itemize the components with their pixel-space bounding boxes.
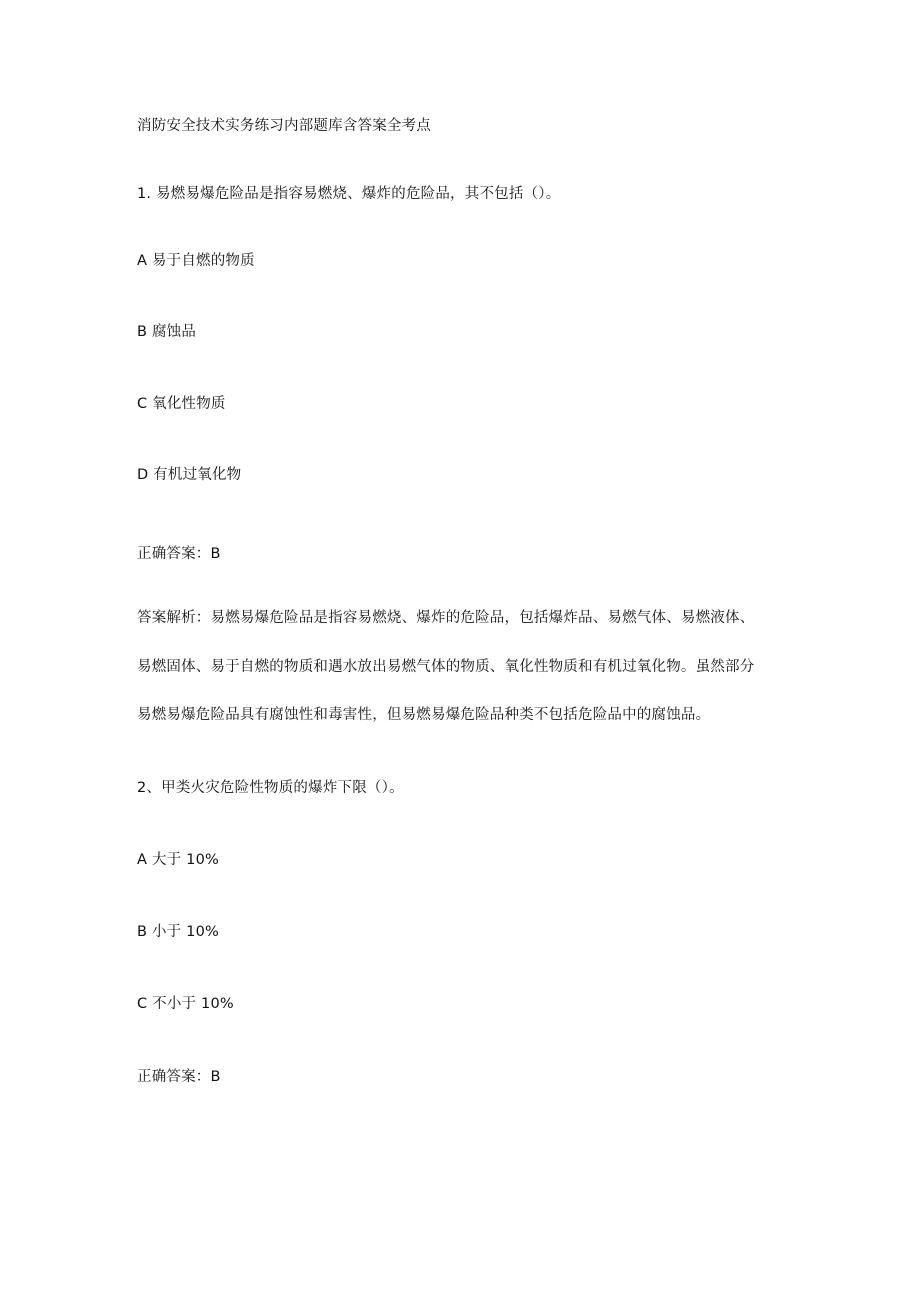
option-b: B 小于 10% xyxy=(137,924,219,940)
correct-answer: 正确答案：B xyxy=(137,1069,221,1085)
explanation-line-2: 易燃固体、易于自燃的物质和遇水放出易燃气体的物质、氧化性物质和有机过氧化物。虽然部分 xyxy=(137,659,755,675)
explanation-line-1: 答案解析：易燃易爆危险品是指容易燃烧、爆炸的危险品，包括爆炸品、易燃气体、易燃液体、 xyxy=(137,610,755,626)
document-title: 消防安全技术实务练习内部题库含答案全考点 xyxy=(137,118,431,134)
option-a: A 易于自燃的物质 xyxy=(137,253,255,269)
question-stem: 2、甲类火灾危险性物质的爆炸下限（）。 xyxy=(137,780,404,796)
option-c: C 不小于 10% xyxy=(137,996,234,1012)
option-c: C 氧化性物质 xyxy=(137,396,226,412)
option-d: D 有机过氧化物 xyxy=(137,467,242,483)
explanation-line-3: 易燃易爆危险品具有腐蚀性和毒害性，但易燃易爆危险品种类不包括危险品中的腐蚀品。 xyxy=(137,707,711,723)
option-a: A 大于 10% xyxy=(137,852,219,868)
question-stem: 1. 易燃易爆危险品是指容易燃烧、爆炸的危险品，其不包括（）。 xyxy=(137,186,561,202)
correct-answer: 正确答案：B xyxy=(137,546,221,562)
option-b: B 腐蚀品 xyxy=(137,324,197,340)
